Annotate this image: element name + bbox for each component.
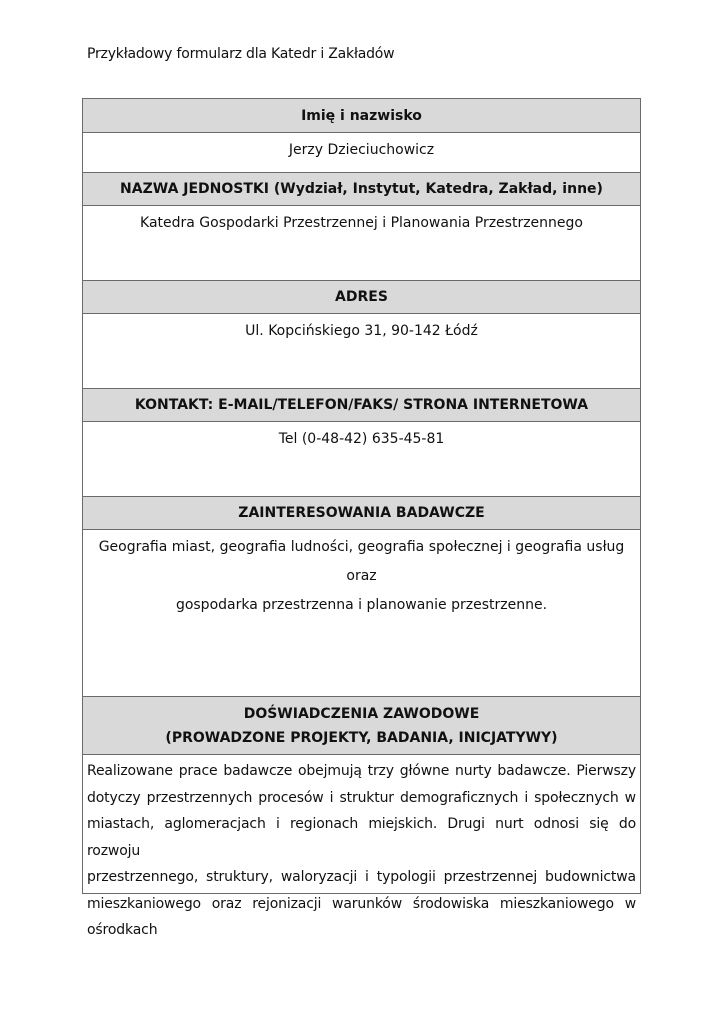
contact-label: KONTAKT: E-MAIL/TELEFON/FAKS/ STRONA INTERNETOWA: [134, 397, 589, 413]
experience-line: mieszkaniowego oraz rejonizacji warunków środowiska mieszkaniowego w ośrodkach: [87, 895, 636, 938]
experience-line: dotyczy przestrzennych procesów i struktur demograficznych i społecznych w: [87, 789, 636, 806]
experience-line: miastach, aglomeracjach i regionach miejskich. Drugi nurt odnosi się do rozwoju: [87, 816, 636, 859]
experience-label-line: DOŚWIADCZENIA ZAWODOWE: [243, 705, 480, 722]
address-label-cell: [83, 281, 640, 314]
form-table: [82, 98, 641, 938]
unit-value-cell: [83, 206, 640, 281]
experience-value-cell: [83, 755, 640, 938]
unit-label: NAZWA JEDNOSTKI (Wydział, Instytut, Katedra, Zakład, inne): [120, 181, 603, 197]
name-value: Jerzy Dzieciuchowicz: [288, 142, 435, 158]
experience-line: Realizowane prace badawcze obejmują trzy główne nurty badawcze. Pierwszy: [87, 763, 636, 779]
contact-value: Tel (0-48-42) 635-45-81: [278, 431, 445, 447]
research-value-cell: [83, 530, 640, 697]
unit-value: Katedra Gospodarki Przestrzennej i Planowania Przestrzennego: [140, 215, 583, 231]
address-label: ADRES: [335, 289, 388, 305]
experience-label-line: (PROWADZONE PROJEKTY, BADANIA, INICJATYWY): [165, 729, 558, 746]
name-value-cell: [83, 133, 640, 173]
research-line: gospodarka przestrzenna i planowanie przestrzenne.: [175, 597, 548, 613]
page-header: Przykładowy formularz dla Katedr i Zakładów: [87, 46, 395, 62]
contact-value-cell: [83, 422, 640, 497]
experience-label-cell: [83, 697, 640, 755]
contact-label-cell: [83, 389, 640, 422]
research-line: Geografia miast, geografia ludności, geografia społecznej i geografia usług oraz: [98, 539, 625, 584]
experience-line: przestrzennego, struktury, waloryzacji i typologii przestrzennej budownictwa: [87, 869, 636, 885]
address-value-cell: [83, 314, 640, 389]
research-label-cell: [83, 497, 640, 530]
name-label: Imię i nazwisko: [301, 107, 422, 124]
unit-label-cell: [83, 173, 640, 206]
name-label-cell: [83, 99, 640, 133]
address-value: Ul. Kopcińskiego 31, 90-142 Łódź: [245, 323, 478, 339]
research-label: ZAINTERESOWANIA BADAWCZE: [238, 505, 485, 521]
